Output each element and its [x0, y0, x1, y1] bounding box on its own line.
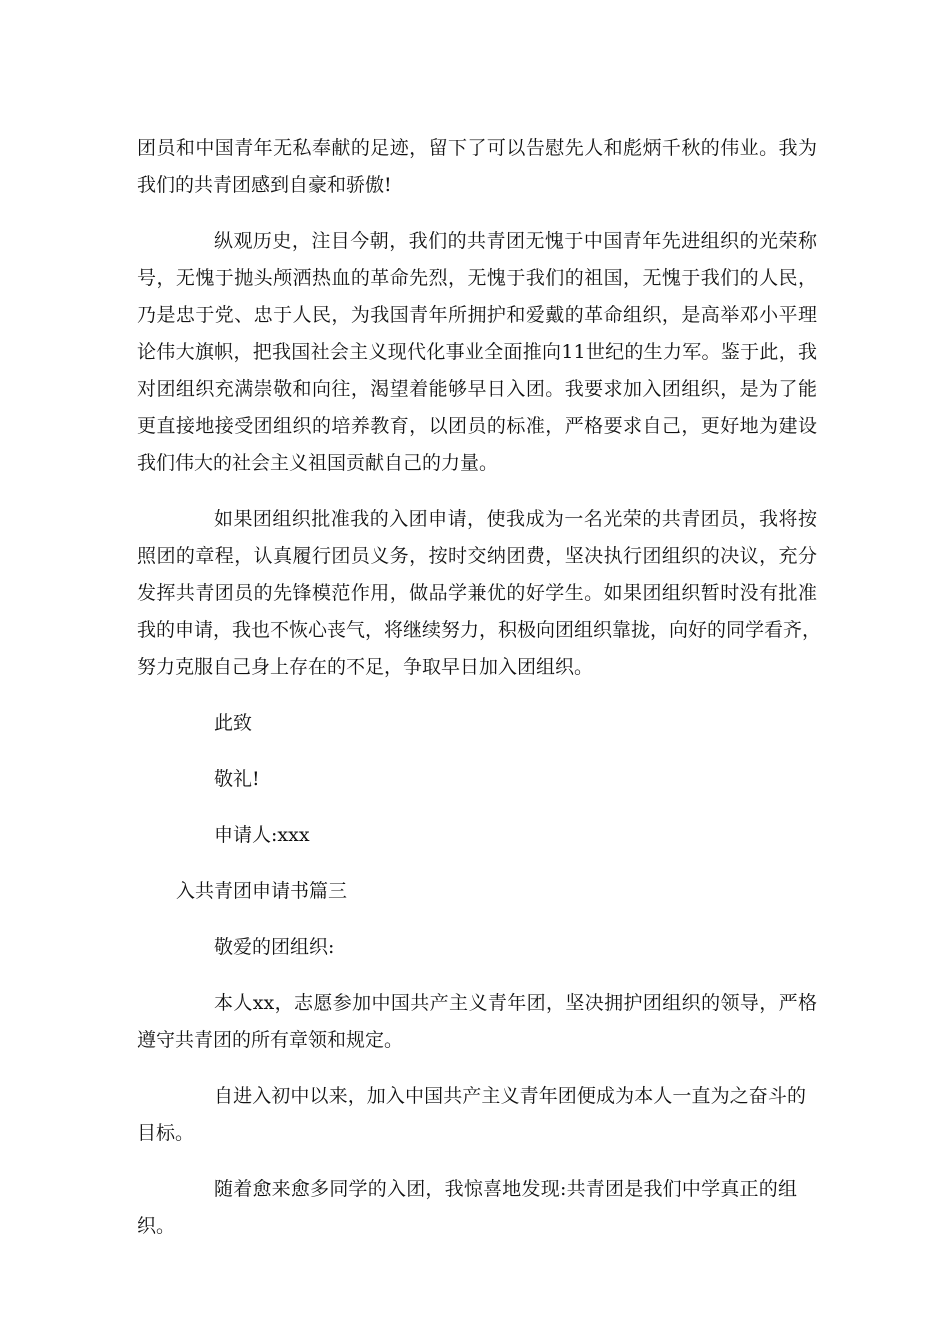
paragraph-1-line-1: 团员和中国青年无私奉献的足迹，留下了可以告慰先人和彪炳千秋的伟业。我为 — [137, 137, 817, 159]
paragraph-5-line-2: 目标。 — [137, 1122, 195, 1144]
paragraph-2-line-3: 乃是忠于党、忠于人民，为我国青年所拥护和爱戴的革命组织，是高举邓小平理 — [137, 304, 817, 326]
paragraph-5-line-1: 自进入初中以来，加入中国共产主义青年团便成为本人一直为之奋斗的 — [214, 1085, 806, 1107]
section-title: 入共青团申请书篇三 — [176, 880, 348, 902]
paragraph-3-line-5: 努力克服自己身上存在的不足，争取早日加入团组织。 — [137, 656, 594, 678]
closing-salute-2: 敬礼! — [214, 768, 260, 790]
paragraph-3-line-1: 如果团组织批准我的入团申请，使我成为一名光荣的共青团员，我将按 — [214, 508, 817, 530]
applicant-signature: 申请人:xxx — [214, 824, 310, 846]
paragraph-3-line-3: 发挥共青团员的先锋模范作用，做品学兼优的好学生。如果团组织暂时没有批准 — [137, 582, 817, 604]
paragraph-3-line-4: 我的申请，我也不恢心丧气，将继续努力，积极向团组织靠拢，向好的同学看齐， — [137, 619, 822, 641]
paragraph-2-line-7: 我们伟大的社会主义祖国贡献自己的力量。 — [137, 452, 499, 474]
paragraph-3-line-2: 照团的章程，认真履行团员义务，按时交纳团费，坚决执行团组织的决议，充分 — [137, 545, 817, 567]
paragraph-6-line-2: 织。 — [137, 1215, 176, 1237]
paragraph-6-line-1: 随着愈来愈多同学的入团，我惊喜地发现:共青团是我们中学真正的组 — [214, 1178, 797, 1200]
paragraph-4-line-2: 遵守共青团的所有章领和规定。 — [137, 1029, 404, 1051]
paragraph-1-line-2: 我们的共青团感到自豪和骄傲! — [137, 174, 392, 196]
paragraph-2-line-5: 对团组织充满崇敬和向往，渴望着能够早日入团。我要求加入团组织，是为了能 — [137, 378, 817, 400]
paragraph-2-line-4: 论伟大旗帜，把我国社会主义现代化事业全面推向11世纪的生力军。鉴于此，我 — [137, 341, 817, 363]
paragraph-2-line-2: 号，无愧于抛头颅洒热血的革命先烈，无愧于我们的祖国，无愧于我们的人民， — [137, 267, 817, 289]
paragraph-4-line-1: 本人xx，志愿参加中国共产主义青年团，坚决拥护团组织的领导，严格 — [214, 992, 817, 1014]
paragraph-2-line-6: 更直接地接受团组织的培养教育，以团员的标准，严格要求自己，更好地为建设 — [137, 415, 817, 437]
paragraph-2-line-1: 纵观历史，注目今朝，我们的共青团无愧于中国青年先进组织的光荣称 — [214, 230, 817, 252]
closing-salute-1: 此致 — [214, 712, 253, 734]
greeting: 敬爱的团组织: — [214, 936, 335, 958]
